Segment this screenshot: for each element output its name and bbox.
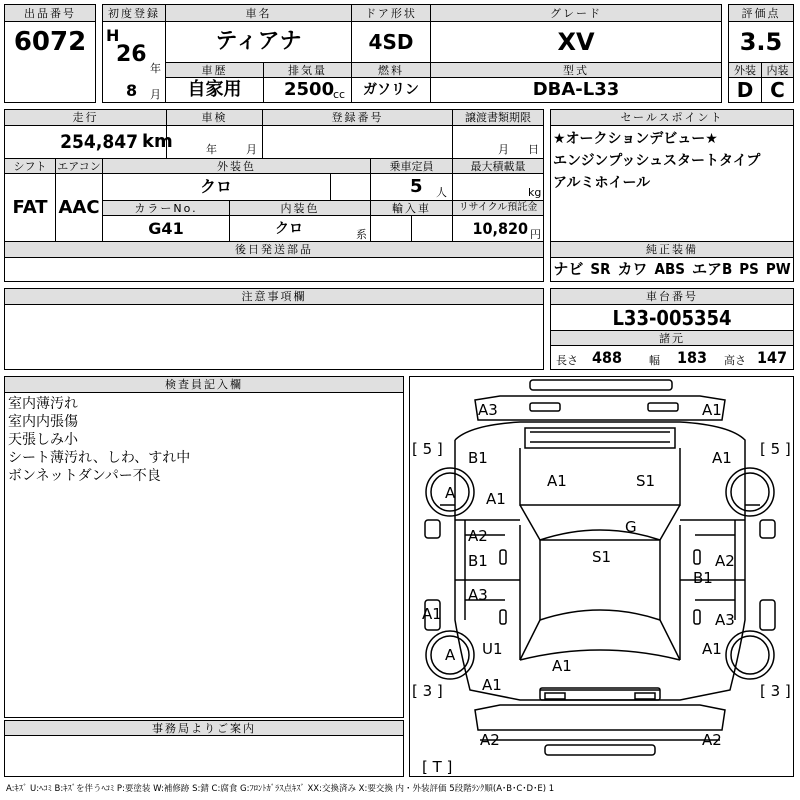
mark-front-door-r: A2 [715, 552, 735, 570]
mark-front-bumper-r: A1 [702, 401, 722, 419]
max-load-header: 最大積載量 [452, 158, 544, 174]
exterior-header: 外装 [728, 62, 762, 78]
length-value: 488 [592, 348, 623, 367]
equip-sunroof: SR [590, 260, 611, 278]
exterior-score: D [736, 78, 754, 102]
insp-year-unit: 年 [206, 142, 217, 156]
interior-score: C [770, 78, 785, 102]
mark-hood-r: S1 [636, 472, 656, 490]
insp-month-unit: 月 [246, 142, 257, 156]
sales-point-3: アルミホイール [553, 175, 651, 191]
month-unit: 月 [150, 87, 161, 101]
ext-color-header: 外装色 [102, 158, 371, 174]
equip-ps: PS [739, 260, 759, 278]
sales-point-1: ★オークションデビュー★ [553, 131, 718, 147]
series-unit: 系 [356, 227, 367, 241]
grade-value: XV [557, 28, 595, 56]
tire-fr-label: [ 5 ] [760, 440, 791, 458]
genuine-equip-header: 純正装備 [550, 241, 794, 258]
mark-front-door-l: A2 [468, 527, 488, 545]
mark-rear-quarter-l: A1 [482, 676, 502, 694]
car-name-header: 車名 [165, 4, 352, 22]
mark-rear-door-r: B1 [693, 569, 713, 587]
tire-rl-label: [ 3 ] [412, 682, 443, 700]
mark-front-wheel-l: A [445, 484, 456, 502]
history-header: 車歴 [165, 62, 264, 78]
recycle-header: リサイクル預託金 [452, 200, 544, 216]
model-code-header: 型式 [430, 62, 722, 78]
lot-no-header: 出品番号 [4, 4, 96, 22]
sales-points-header: セールスポイント [550, 109, 794, 126]
reg-month-value: 8 [126, 81, 138, 100]
transfer-docs-header: 譲渡書類期限 [452, 109, 544, 126]
equip-leather: カワ [617, 260, 648, 278]
interior-header: 内装 [761, 62, 794, 78]
history-value: 自家用 [187, 79, 242, 100]
color-no-header: カラーNo. [102, 200, 230, 216]
km-unit: km [142, 131, 173, 152]
model-code-value: DBA-L33 [532, 79, 620, 100]
mileage-value: 254,847 [60, 130, 138, 153]
import-header: 輸入車 [370, 200, 453, 216]
color-no-value: G41 [148, 218, 184, 238]
length-label: 長さ [556, 353, 578, 367]
aircon-header: エアコン [55, 158, 103, 174]
inspector-note: ボンネットダンパー不良 [8, 468, 161, 484]
mark-rear-bumper-r: A2 [702, 731, 722, 749]
mark-trunk: A1 [552, 657, 572, 675]
mark-hood-l: A1 [547, 472, 567, 490]
mark-rear-door-r-lower: A3 [715, 611, 735, 629]
mark-rocker-l: A1 [422, 605, 442, 623]
chassis-no-header: 車台番号 [550, 288, 794, 305]
kg-unit: kg [528, 185, 542, 199]
equip-navi: ナビ [553, 260, 584, 278]
tire-fl-label: [ 5 ] [412, 440, 443, 458]
first-reg-header: 初度登録 [102, 4, 166, 22]
era-value: H [106, 26, 120, 45]
car-name-value: ティアナ [215, 29, 302, 54]
chassis-no-value: L33-005354 [612, 305, 732, 330]
door-type-header: ドア形状 [351, 4, 431, 22]
grade-header: グレード [430, 4, 722, 22]
tire-rr-label: [ 3 ] [760, 682, 791, 700]
door-type-value: 4SD [368, 30, 414, 54]
fuel-value: ガソリン [363, 82, 419, 98]
office-notes-header: 事務局よりご案内 [4, 720, 404, 736]
mark-front-bumper-l: A3 [478, 401, 498, 419]
mark-front-fender-l: B1 [468, 449, 488, 467]
mileage-header: 走行 [4, 109, 167, 126]
aircon-value: AAC [58, 197, 100, 218]
caution-header: 注意事項欄 [4, 288, 544, 305]
equip-abs: ABS [654, 260, 685, 278]
capacity-value: 5 [410, 176, 423, 197]
specs-header: 諸元 [550, 330, 794, 346]
shift-header: シフト [4, 158, 56, 174]
inspection-header: 車検 [166, 109, 263, 126]
mark-rear-wheel-l: A [445, 646, 456, 664]
year-unit: 年 [150, 61, 161, 75]
displacement-header: 排気量 [263, 62, 352, 78]
sales-point-2: エンジンプッシュスタートタイプ [553, 153, 761, 169]
mark-rear-fender-l: U1 [482, 640, 503, 658]
mark-front-fender-r: A1 [712, 449, 732, 467]
legend-text: A:ｷｽﾞ U:ﾍｺﾐ B:ｷｽﾞを伴うﾍｺﾐ P:要塗装 W:補修跡 S:錆 C:腐食 G:ﾌﾛﾝﾄｶﾞﾗｽ点ｷｽﾞ XX:交換済み X:要交換 内・外装評価 5段階ﾗﾝｸ順(A･B･C･D･E) 1 [6, 783, 555, 794]
mark-front-door-l-upper: A1 [486, 490, 506, 508]
mark-rear-bumper-l: A2 [480, 731, 500, 749]
height-label: 高さ [724, 353, 746, 367]
docs-day-unit: 日 [528, 142, 539, 156]
fuel-header: 燃料 [351, 62, 431, 78]
inspector-notes-header: 検査員記入欄 [4, 376, 404, 393]
docs-month-unit: 月 [498, 142, 509, 156]
height-value: 147 [757, 348, 788, 367]
reg-year-value: 26 [116, 42, 147, 67]
cc-unit: cc [333, 87, 346, 101]
inspector-note: 天張しみ小 [8, 432, 78, 448]
mark-rear-door-l: A3 [468, 586, 488, 604]
score-header: 評価点 [728, 4, 794, 22]
equip-pw: PW [765, 260, 791, 278]
mark-windshield: G [625, 518, 637, 536]
int-color-header: 内装色 [229, 200, 371, 216]
inspector-note: 室内内張傷 [8, 414, 78, 430]
recycle-value: 10,820 [472, 218, 528, 238]
ext-color-value: クロ [199, 177, 232, 196]
lot-no-value: 6072 [13, 27, 87, 57]
int-color-value: クロ [275, 220, 303, 237]
person-unit: 人 [436, 185, 447, 199]
displacement-value: 2500 [284, 79, 335, 100]
shift-value: FAT [12, 197, 48, 218]
mark-roof: S1 [592, 548, 612, 566]
mark-rear-fender-r: A1 [702, 640, 722, 658]
score-value: 3.5 [739, 28, 783, 56]
mark-front-door-l-lower: B1 [468, 552, 488, 570]
reg-no-header: 登録番号 [262, 109, 453, 126]
capacity-header: 乗車定員 [370, 158, 453, 174]
equip-airbag: エアB [691, 260, 733, 278]
inspector-note: シート薄汚れ、しわ、すれ中 [8, 450, 191, 466]
spare-tire-label: [ T ] [422, 758, 453, 776]
later-parts-header: 後日発送部品 [4, 241, 544, 258]
width-label: 幅 [649, 353, 660, 367]
yen-unit: 円 [530, 227, 541, 241]
inspector-note: 室内薄汚れ [8, 396, 78, 412]
width-value: 183 [677, 348, 708, 367]
